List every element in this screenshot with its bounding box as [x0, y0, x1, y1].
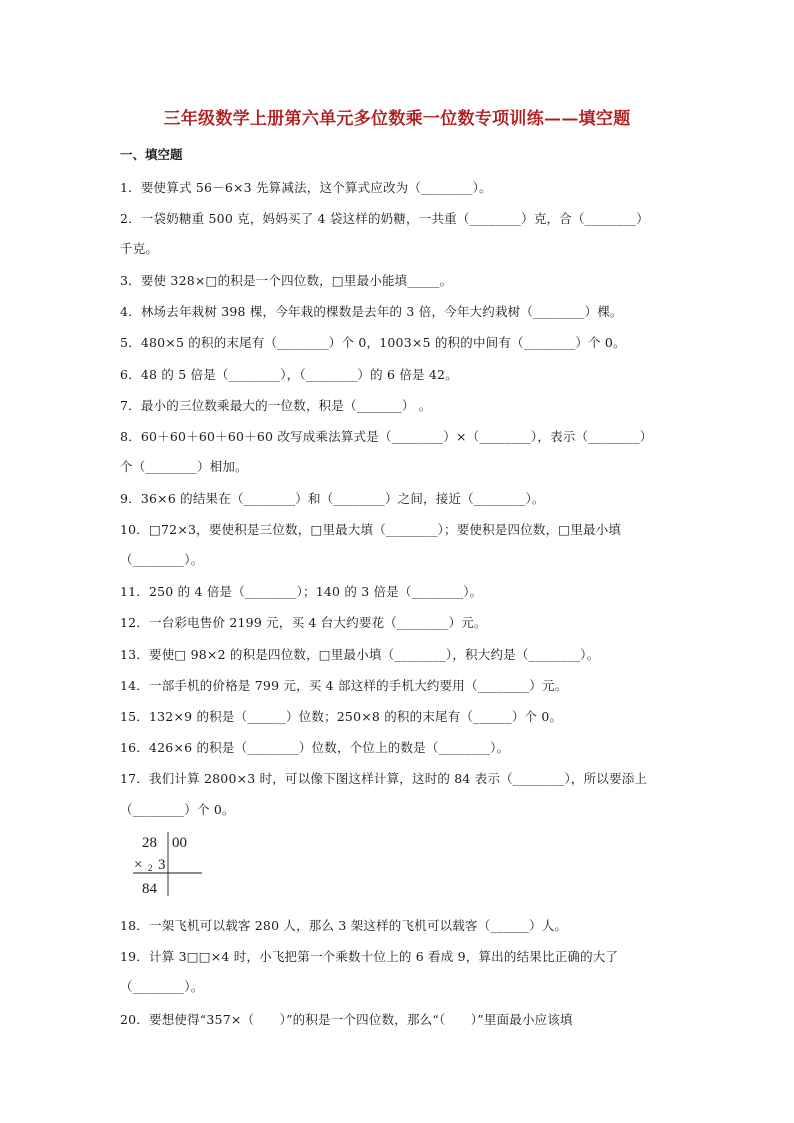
question-1: 1．要使算式 56－6×3 先算减法，这个算式应改为（________）。 [120, 180, 492, 195]
question-12: 12．一台彩电售价 2199 元，买 4 台大约要花（________）元。 [120, 615, 487, 630]
question-9: 9．36×6 的结果在（________）和（________）之间，接近（________）。 [120, 491, 545, 506]
vertical-multiplication [130, 830, 210, 900]
calc-carry: 2 [148, 863, 153, 873]
question-2: 2．一袋奶糖重 500 克，妈妈买了 4 袋这样的奶糖，一共重（________）克，合（________） [120, 211, 649, 226]
question-8: 8．60＋60＋60＋60＋60 改写成乘法算式是（________）×（________），表示（________） [120, 429, 653, 444]
calc-digits-28: 28 [142, 835, 157, 851]
question-20: 20．要想使得“357×（ ）”的积是一个四位数，那么“（ ）”里面最小应该填 [120, 1012, 573, 1027]
question-4: 4．林场去年栽树 398 棵，今年栽的棵数是去年的 3 倍，今年大约栽树（________）棵。 [120, 304, 623, 319]
question-10: 10．□72×3，要使积是三位数，□里最大填（________）；要使积是四位数，□里最小填 [120, 522, 622, 537]
question-8-continued: 个（________）相加。 [120, 459, 248, 474]
question-3: 3．要使 328×□的积是一个四位数，□里最小能填_____。 [120, 273, 453, 288]
question-19: 19．计算 3□□×4 时，小飞把第一个乘数十位上的 6 看成 9，算出的结果比正确的大了 [120, 949, 619, 964]
question-16: 16．426×6 的积是（________）位数，个位上的数是（________）。 [120, 740, 510, 755]
question-2-continued: 千克。 [120, 241, 159, 256]
question-10-continued: （________）。 [120, 552, 204, 567]
question-11: 11．250 的 4 倍是（________）；140 的 3 倍是（________）。 [120, 584, 483, 599]
question-5: 5．480×5 的积的末尾有（________）个 0，1003×5 的积的中间有（________）个 0。 [120, 335, 626, 350]
calc-times-sign: × [134, 857, 143, 873]
calc-multiplier: 3 [158, 857, 166, 873]
question-18: 18．一架飞机可以载客 280 人，那么 3 架这样的飞机可以载客（______）人。 [120, 918, 568, 933]
calc-digits-00: 00 [172, 835, 187, 851]
question-17-continued: （________）个 0。 [120, 802, 235, 817]
calc-result: 84 [142, 881, 157, 897]
question-13: 13．要使□ 98×2 的积是四位数，□里最小填（________），积大约是（________）。 [120, 647, 600, 662]
worksheet-title: 三年级数学上册第六单元多位数乘一位数专项训练——填空题 [163, 109, 631, 129]
question-6: 6．48 的 5 倍是（________），（________）的 6 倍是 42。 [120, 367, 458, 382]
question-19-continued: （________）。 [120, 979, 204, 994]
question-15: 15．132×9 的积是（______）位数；250×8 的积的末尾有（______）个 0。 [120, 709, 563, 724]
question-17: 17．我们计算 2800×3 时，可以像下图这样计算，这时的 84 表示（________），所以要添上 [120, 771, 648, 786]
section-heading: 一、填空题 [120, 147, 183, 162]
question-14: 14．一部手机的价格是 799 元，买 4 部这样的手机大约要用（________）元。 [120, 678, 568, 693]
question-7: 7．最小的三位数乘最大的一位数，积是（_______） 。 [120, 398, 432, 413]
